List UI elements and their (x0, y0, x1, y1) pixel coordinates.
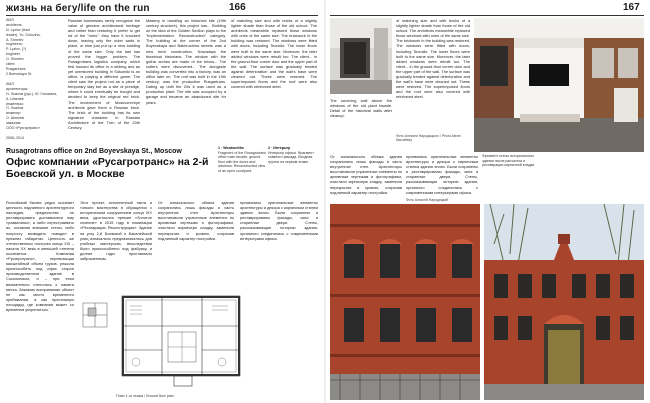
credits-column: АМЛ architects: N. Lyzlov (lead leader), Yu. Golovina, A. Shnelev engineers: P. Lyzlov, (?) engineer O. Shnelev client: Rusgartrans 2 Boevskaya St. АМЛ архитекторы: Н. Лызлов (рук.), Ю. Головина, А. Шнелев инженеры: П. Лызлов инженер: О. Шнелев заказчик: ООО «Русгартранс» 2006–2014 (6, 18, 58, 141)
text-column-en-2: Mastery in handling an historical site (19th century structure), this project has... Building on the idea of the Golden Section plays to the "implementation. Reconstruction" category. The building at the corner of the 2nd Boyevskaya and Bakhrushina streets was a new brick construction. Nowadays the theatrical historians. The window with the gothic arches are made of the bricks... The cutters were discovered... The alongside building was converted into a factory, was an office later on. The unit was built in the 19th century, was the production Rusgartrans. Dating up until the 20s it was used as a production plant. The site was occupied by a garage and became an abandoned site for years. (146, 18, 226, 105)
gutter (324, 0, 326, 403)
text-column-ru-2: Этот проект, исполненный такта и тонкого мастерства в обращении с историческим сооружением конца XIX века, удостоился премии «Золотое сечение» в 2015 году в номинации «Реставрация. Реконструкция». Здание на углу 2-й Боевской и Бакалейской улиц изначально предназначалось для учебных мастерских, впоследствии было приспособлено под фабрику, и долгие годы простаивало заброшенным. (80, 200, 152, 262)
page-number-right: 167 (623, 2, 640, 13)
photo-interior-lobby (474, 18, 644, 152)
plan-caption: План 1-го этажа / Ground floor plan (116, 394, 174, 398)
floor-plan-drawing (116, 286, 250, 398)
photo-credit-top: Фото Алексея Народицкого / Photo Alexei Naroditsky (396, 134, 461, 143)
photo-credit-bottom: Фото Алексей Народицкий (406, 198, 448, 202)
caption-4: Фрагмент стены исторического здания после расчистки и реставрации кирпичной кладки. (482, 154, 536, 168)
text-column-right-4: проявились оригинальные элементы архитектуры и декора с кирпичным стилем здания эпохи. Были сохранены и реставрированы фасады, окна и старинные двери. Стены, рассказывающие историю здания, органично соединились с современными интерьерами офиса. (406, 154, 478, 195)
photo-interior-small (330, 18, 392, 94)
text-column-en-1: Russian businesses rarely recognize the value of genuine architectural heritage and rather than restoring it prefer to get rid of the "ruins": they have it knocked down, leaving only the outer walls in place, or else just put up a new building of the same size. Only the last has proved the bigger problem. The Rusagrotrans logistics company, which first housed its office in a striking and as yet unrestored building in Sokolniki is an office, is playing a different game. The client saw the project not as a piece of temporary stay but as a site of prestige, where it could eventually be bought and decided to keep the original red brick. The involvement of Moskvorechye architects gave them a Russian brick. The brick of the building has its own signature character in Russian Architecture of the Turn of the 20th Century. (68, 18, 140, 130)
page-number-left: 166 (229, 2, 246, 13)
text-column-ru-4: проявились оригинальные элементы архитектуры и декора с кирпичным стилем здания эпохи. Были сохранены и реставрированы фасады, окна и старинные двери. Стены, рассказывающие историю здания, органично соединились с современными интерьерами офиса. (240, 200, 318, 241)
caption-2: 2 · Интерьер Интерьер офиса. Фрагмент главного фасада. Входная группа на первом этаже. (268, 146, 314, 164)
headline-ru: Офис компании «Русагротранс» на 2-й Боевской ул. в Москве (6, 156, 209, 180)
site-sketch (80, 300, 110, 330)
text-column-ru-3: От изначального облика здания сохранились лишь фасады и часть внутренних стен. Архитекторы восстановили утраченные элементы по архивным чертежам и фотографиям, очистили кирпичную кладку, заменили перекрытия и кровлю, сохранив подлинный характер постройки. (158, 200, 234, 241)
header-rule-right (330, 15, 644, 16)
article-headline (6, 148, 236, 180)
headline-en: Rusagrotrans office on 2nd Boyevskaya St., Moscow (6, 148, 182, 155)
text-column-right-3: От изначального облика здания сохранились лишь фасады и часть внутренних стен. Архитекторы восстановили утраченные элементы по архивным чертежам и фотографиям, очистили кирпичную кладку, заменили перекрытия и кровлю, сохранив подлинный характер постройки. (330, 154, 402, 195)
section-title: жизнь на бегу/life on the run (6, 3, 150, 14)
header-rule-left (6, 15, 318, 16)
caption-1: 1 · Wordsmiths Fragment of the Rusagrotrans office main facade, ground floor with the doors and windows. Reconstructed view of an open courtyard. (218, 146, 266, 173)
text-column-en-3: of matching size and with bricks of a slightly lighter shade than those of the old school. The architects meanwhile replaced those windows with ones of the same size. The brickwork in the building was restored. The windows were fitted with doors, including Tecnalix. The lower floors were built to the same size. Moreover, the later added windows were rebuilt too. The client... in the ground-floor corner door and the upper part of the wall. The surface was gradually treated against deterioration and the wall's base were cleaned out. These were restored. The superimposed floors and the roof were also covered with reinforced steel. (231, 18, 317, 90)
text-column-ru-1: Российский бизнес редко осознает ценность подлинного архитектурного наследия, предпочитая не реставрировать доставшиеся ему «развалины», а либо перестраивать их, оставляя внешние стены, либо попросту возводить новодел в прежних габаритах. Ценность же отечественных построек конца XIX – начала XX века в меньшей степени осознается. Компания «Русагротранс», перевозящая масштабный объем грузов, решила приспособить под офис старое производственное здание в Сокольниках, и – при этом внимательно отнеслась к памяти места. Заказчик воспринимал объект не как место временного пребывания, а как престижную площадку, где компания может со временем укорениться. (6, 200, 74, 312)
text-column-right-1: The surviving wall above the windows of the old plant facade. Detail of the historical walls after cleanup. (330, 98, 392, 119)
text-column-right-2: of matching size and with bricks of a slightly lighter shade than those of the old school. The architects meanwhile replaced those windows with ones of the same size. The brickwork in the building was restored. The windows were fitted with doors, including Tecnalix. The lower floors were built to the same size. Moreover, the later added windows were rebuilt too. The client... in the ground-floor corner door and the upper part of the wall. The surface was gradually treated against deterioration and the wall's base were cleaned out. These were restored. The superimposed floors and the roof were also covered with reinforced steel. (396, 18, 470, 100)
photo-brick-facade-right (484, 204, 644, 400)
photo-brick-facade-left (330, 204, 480, 400)
